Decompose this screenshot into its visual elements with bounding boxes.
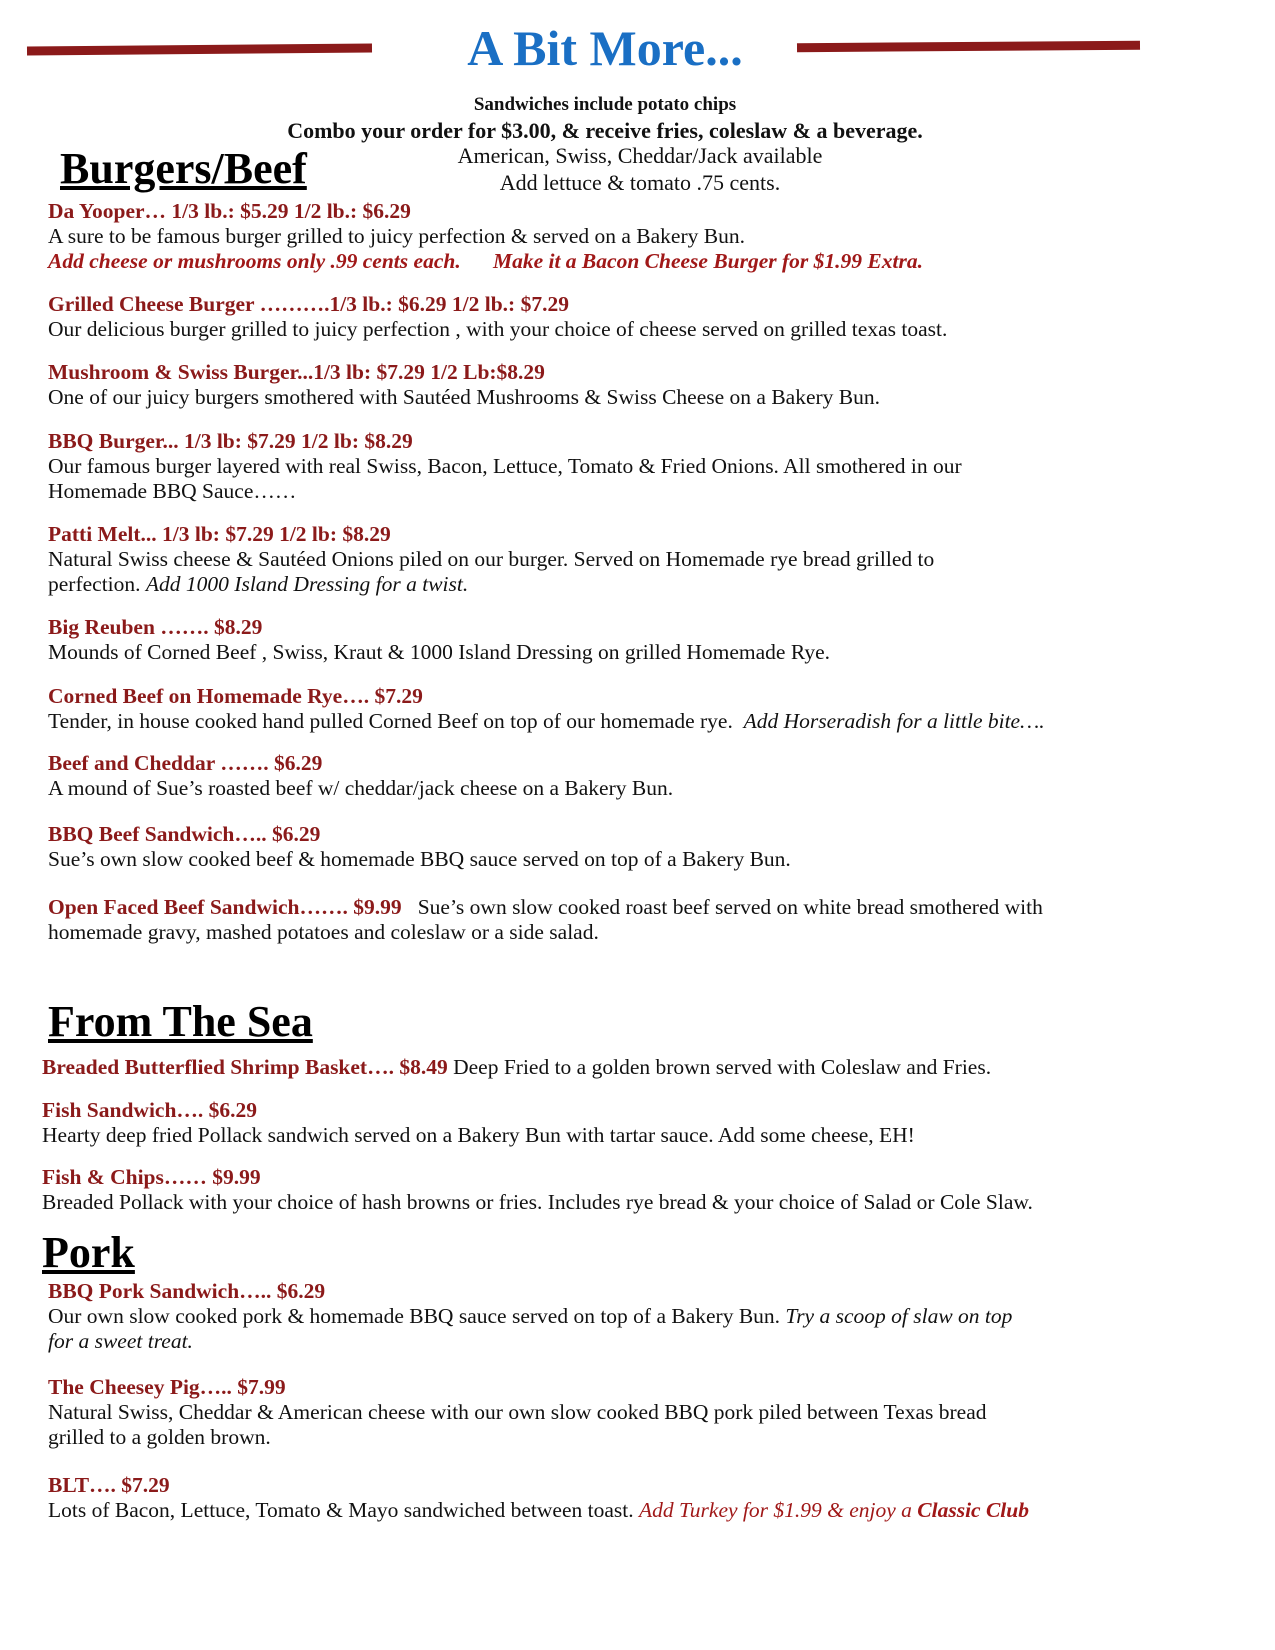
item-description: Our own slow cooked pork & homemade BBQ sauce served on top of a Bakery Bun. xyxy=(48,1304,781,1328)
item-description: One of our juicy burgers smothered with Sautéed Mushrooms & Swiss Cheese on a Bakery Bun. xyxy=(48,385,881,409)
item-name: Fish Sandwich…. $6.29 xyxy=(42,1098,258,1122)
item-name: Breaded Butterflied Shrimp Basket…. $8.49 xyxy=(42,1055,448,1079)
item-note-bold: Classic Club xyxy=(917,1498,1029,1522)
item-description: Lots of Bacon, Lettuce, Tomato & Mayo sandwiched between toast. xyxy=(48,1498,634,1522)
item-name: Beef and Cheddar ……. $6.29 xyxy=(48,751,323,775)
menu-item xyxy=(42,1098,1162,1148)
menu-item xyxy=(48,684,1168,734)
item-name: Open Faced Beef Sandwich……. $9.99 xyxy=(48,895,402,919)
menu-item xyxy=(48,822,1168,872)
item-description: Hearty deep fried Pollack sandwich served on a Bakery Bun with tartar sauce. Add some cheese, EH! xyxy=(42,1123,915,1147)
item-name: Fish & Chips…… $9.99 xyxy=(42,1165,261,1189)
item-description: grilled to a golden brown. xyxy=(48,1425,271,1449)
intro-lettuce: Add lettuce & tomato .75 cents. xyxy=(499,170,781,195)
section-title-pork: Pork xyxy=(42,1228,135,1277)
item-name: BLT…. $7.29 xyxy=(48,1473,170,1497)
item-description: Mounds of Corned Beef , Swiss, Kraut & 1000 Island Dressing on grilled Homemade Rye. xyxy=(48,640,830,664)
item-note: Add cheese or mushrooms only .99 cents each. xyxy=(48,249,461,273)
intro-chips: Sandwiches include potato chips xyxy=(473,94,737,115)
item-description: Our famous burger layered with real Swiss, Bacon, Lettuce, Tomato & Fried Onions. All smothered in our xyxy=(48,454,962,478)
item-description: perfection. xyxy=(48,572,141,596)
item-description: Deep Fried to a golden brown served with Coleslaw and Fries. xyxy=(453,1055,992,1079)
intro-cheeses: American, Swiss, Cheddar/Jack available xyxy=(457,143,823,168)
item-name: Corned Beef on Homemade Rye…. $7.29 xyxy=(48,684,423,708)
item-description: Our delicious burger grilled to juicy perfection , with your choice of cheese served on grilled texas toast. xyxy=(48,317,948,341)
item-description: A sure to be famous burger grilled to juicy perfection & served on a Bakery Bun. xyxy=(48,224,745,248)
item-description: Homemade BBQ Sauce…… xyxy=(48,479,297,503)
item-description: A mound of Sue’s roasted beef w/ cheddar/jack cheese on a Bakery Bun. xyxy=(48,776,674,800)
section-title-sea: From The Sea xyxy=(48,997,313,1046)
item-name: Da Yooper… 1/3 lb.: $5.29 1/2 lb.: $6.29 xyxy=(48,199,411,223)
section-title-burgers: Burgers/Beef xyxy=(60,144,307,193)
menu-item xyxy=(48,615,1168,665)
item-name: BBQ Burger... 1/3 lb: $7.29 1/2 lb: $8.29 xyxy=(48,429,413,453)
page-title: A Bit More... xyxy=(467,20,743,76)
item-description: Breaded Pollack with your choice of hash browns or fries. Includes rye bread & your choice of Salad or Cole Slaw. xyxy=(42,1190,1033,1214)
menu-item xyxy=(48,292,1168,342)
item-description: Tender, in house cooked hand pulled Corned Beef on top of our homemade rye. xyxy=(48,709,733,733)
item-note: Add 1000 Island Dressing for a twist. xyxy=(145,572,469,596)
item-note: Make it a Bacon Cheese Burger for $1.99 Extra. xyxy=(492,249,923,273)
item-name: The Cheesey Pig….. $7.99 xyxy=(48,1375,286,1399)
item-note: Add Horseradish for a little bite…. xyxy=(743,709,1045,733)
item-name: Grilled Cheese Burger ……….1/3 lb.: $6.29 1/2 lb.: $7.29 xyxy=(48,292,569,316)
menu-item xyxy=(42,1055,1162,1080)
item-name: Patti Melt... 1/3 lb: $7.29 1/2 lb: $8.29 xyxy=(48,522,391,546)
menu-item xyxy=(48,522,1168,597)
menu-item xyxy=(48,751,1168,801)
item-description: Sue’s own slow cooked beef & homemade BBQ sauce served on top of a Bakery Bun. xyxy=(48,847,791,871)
menu-item xyxy=(48,895,1168,945)
item-note: Try a scoop of slaw on top xyxy=(785,1304,1013,1328)
item-name: BBQ Beef Sandwich….. $6.29 xyxy=(48,822,321,846)
menu-item xyxy=(48,429,1168,504)
item-note: Add Turkey for $1.99 & enjoy a xyxy=(639,1498,912,1522)
item-description: Sue’s own slow cooked roast beef served on white bread smothered with xyxy=(417,895,1043,919)
item-description: homemade gravy, mashed potatoes and coleslaw or a side salad. xyxy=(48,920,599,944)
item-name: Mushroom & Swiss Burger...1/3 lb: $7.29 1/2 Lb:$8.29 xyxy=(48,360,545,384)
menu-item xyxy=(48,360,1168,410)
menu-item xyxy=(48,199,1168,274)
item-note: for a sweet treat. xyxy=(48,1329,193,1353)
menu-item xyxy=(48,1473,1168,1523)
item-name: Big Reuben ……. $8.29 xyxy=(48,615,263,639)
menu-item xyxy=(48,1375,1168,1450)
menu-item xyxy=(48,1279,1168,1354)
item-name: BBQ Pork Sandwich….. $6.29 xyxy=(48,1279,326,1303)
item-description: Natural Swiss cheese & Sautéed Onions piled on our burger. Served on Homemade rye bread grilled to xyxy=(48,547,935,571)
item-description: Natural Swiss, Cheddar & American cheese with our own slow cooked BBQ pork piled between Texas bread xyxy=(48,1400,987,1424)
menu-item xyxy=(42,1165,1162,1215)
intro-combo: Combo your order for $3.00, & receive fries, coleslaw & a beverage. xyxy=(287,118,923,143)
